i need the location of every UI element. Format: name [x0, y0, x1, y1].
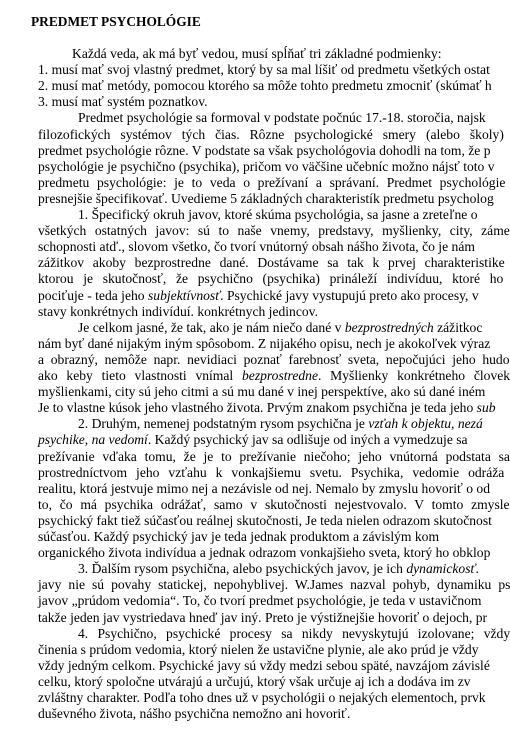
text-run: psychický fakt tiež súčasťou reálnej skutočnosti, Je teda nielen odrazom skutočnost — [38, 512, 492, 528]
text-line — [78, 561, 479, 576]
text-run: 4. Psychično, psychické procesy sa nikdy nevyskytujú izolovane; vždy — [78, 625, 510, 641]
text-line — [38, 78, 492, 93]
text-line — [38, 610, 487, 625]
text-line — [38, 577, 510, 592]
text-run: takže jeden jav vystriedava hneď jav iný. Preto je výstižnejšie hovoriť o dejoch, pr — [38, 609, 488, 625]
text-line — [78, 320, 482, 335]
text-line — [38, 127, 504, 142]
page-title: PREDMET PSYCHOLÓGIE — [31, 14, 201, 29]
text-run: . Psychické javy vystupujú preto ako procesy, v — [220, 287, 479, 303]
text-line — [38, 449, 510, 464]
italic-text: bezprostredných — [344, 319, 434, 335]
text-run: javy nie sú povahy statickej, nepohyblivej. W.James nazval pohyb, dynamiku ps — [38, 577, 510, 593]
text-run: všetkých ostatných javov: sú to naše vnemy, predstavy, myšlienky, city, záme — [38, 223, 510, 239]
text-run: presnejšie špecifikovať. Uvedieme 5 základných charakteristík predmetu psycholog — [38, 190, 494, 206]
text-line — [78, 416, 483, 431]
text-run: organického života indivídua a jednak odrazom vonkajšieho sveta, ktorý ho obklop — [38, 545, 491, 561]
text-run: Je to vlastne kúsok jeho vlastného života. Prvým znakom psychična je teda jeho — [38, 400, 477, 416]
text-line — [38, 529, 439, 544]
text-line — [38, 255, 505, 270]
text-run: pociťuje - teda jeho — [38, 287, 148, 303]
text-run: realitu, ktorá jestvuje mimo nej a nezávisle od nej. Nemalo by zmyslu hovoriť o od — [38, 480, 491, 496]
text-run: myšlienkami, city sú jeho citmi a sú mu dané v inej perspektíve, ako sú dané iném — [38, 384, 486, 400]
italic-text: sub — [476, 400, 496, 416]
text-run: zvláštny charakter. Podľa toho dnes už v psychológii o nejakých elementoch, prvk — [38, 690, 486, 705]
text-line — [38, 368, 510, 383]
italic-text: psychike, na vedomí — [38, 432, 148, 448]
text-line — [38, 336, 490, 351]
text-run: stavy konkrétnych indivíduí. konkrétnych jedincov. — [38, 303, 318, 319]
text-line — [38, 658, 490, 673]
text-run: ako keby tieto vlastnosti vnímal — [38, 368, 242, 383]
text-line — [38, 497, 510, 512]
text-line — [38, 271, 503, 286]
text-line — [38, 62, 490, 77]
text-run: prežívanie vďaka tomu, že je to prežívanie niečoho; jeho vnútorná podstata sa — [38, 448, 510, 464]
text-run: ktorou je skutočnosť, že psychično (psychika) prináleží indivíduu, ktoré ho — [38, 271, 504, 287]
text-run: 1. musí mať svoj vlastný predmet, ktorý by sa mal líšiť od predmetu všetkých ostat — [38, 62, 490, 78]
text-line — [38, 642, 479, 657]
text-line — [38, 159, 495, 174]
text-run: . — [475, 561, 479, 577]
text-run: predmetu psychológie: je to veda o prežívaní a správaní. Predmet psychológie — [38, 174, 506, 190]
text-run: Každá veda, ak má byť vedou, musí spĺňať tri základné podmienky: — [72, 46, 442, 61]
text-run: to, čo má psychika odrážať, samo v skutočnosti nejestvovalo. V tomto zmysle — [38, 496, 510, 512]
text-line — [38, 191, 494, 206]
text-line — [38, 674, 471, 689]
text-run: psychológie je psychično (psychika), pričom vo väčšine učebníc možno nájsť toto v — [38, 158, 495, 174]
text-line — [38, 400, 496, 415]
text-line — [38, 94, 208, 109]
text-run: nám byť dané nijakým iným spôsobom. Z nijakého opisu, nech je akokoľvek výraz — [38, 335, 491, 351]
text-line — [38, 690, 486, 705]
italic-text: dynamickosť — [406, 561, 476, 577]
text-line — [72, 46, 441, 61]
italic-text: subjektívnosť — [148, 287, 221, 303]
text-line — [38, 465, 504, 480]
text-line — [38, 481, 490, 496]
text-run: 3. Ďalším rysom psychična, alebo psychických javov, je ich — [78, 561, 407, 577]
text-run: filozofických systémov tých čias. Rôzne psychologické smery (alebo školy) — [38, 126, 504, 142]
text-run: javov „prúdom vedomia“. To, čo tvorí predmet psychológie, je teda v ustavičnom — [38, 593, 482, 609]
text-line — [38, 288, 479, 303]
text-line — [38, 143, 491, 158]
text-line — [78, 207, 478, 222]
text-line — [38, 223, 510, 238]
text-run: . Myšlienky konkrétneho človek — [318, 368, 510, 383]
text-run: 2. Druhým, nemenej podstatným rysom psychična je — [78, 416, 369, 432]
italic-text: bezprostredne — [241, 368, 318, 383]
italic-text: vzťah k objektu, nezá — [368, 416, 483, 432]
text-run: Predmet psychológie sa formoval v podstate počnúc 17.-18. storočia, najsk — [78, 110, 486, 126]
text-run: vždy jedným celkom. Psychické javy sú vždy medzi sebou späté, navzájom závislé — [38, 657, 490, 673]
text-line — [38, 352, 510, 367]
text-line — [38, 593, 482, 608]
text-run: 2. musí mať metódy, pomocou ktorého sa môže tohto predmetu zmocniť (skúmať h — [38, 78, 492, 94]
text-line — [78, 110, 486, 125]
text-run: duševného života, nášho psychična nemožno ani hovoriť. — [38, 706, 351, 722]
text-run: zážitkoc — [433, 319, 483, 335]
text-line — [38, 239, 475, 254]
text-run: zážitkov akoby bezprostredne dané. Dostávame sa tak k prvej charakteristike — [38, 255, 505, 271]
text-line — [38, 432, 468, 447]
text-line — [38, 513, 492, 528]
text-run: schopnosti atď., slovom všetko, čo tvorí vnútorný obsah nášho života, čo je nám — [38, 239, 475, 255]
text-run: . Každý psychický jav sa odlišuje od iných a vymedzuje sa — [147, 432, 468, 448]
text-run: predmet psychológie rôzne. V podstate sa však psychológovia dohodli na tom, že p — [38, 142, 491, 158]
text-line — [78, 626, 510, 641]
text-run: 3. musí mať systém poznatkov. — [38, 94, 208, 110]
text-run: celku, ktorý spoločne utvárajú a určujú, ktorý však určuje aj ich a dodáva im zv — [38, 673, 471, 689]
text-run: a obrazný, nemôže napr. nevidiaci poznať farebnosť sveta, nepočujúci jeho hudo — [38, 351, 510, 367]
text-line — [38, 304, 318, 319]
text-run: Je celkom jasné, že tak, ako je nám niečo dané v — [78, 319, 345, 335]
text-line — [38, 545, 490, 560]
text-line — [38, 706, 350, 721]
text-run: 1. Špecifický okruh javov, ktoré skúma psychológia, sa jasne a zreteľne o — [78, 207, 478, 222]
text-run: súčasťou. Každý psychický jav je teda jednak produktom a závislým kom — [38, 529, 440, 544]
text-run: prostredníctvom jeho vzťahu k vonkajšiemu svetu. Psychika, vedomie odráža — [38, 464, 505, 480]
text-line — [38, 384, 485, 399]
text-line — [38, 175, 505, 190]
text-run: činenia s prúdom vedomia, ktorý nielen že ustavične plynie, ale ako prúd je vždy — [38, 641, 479, 657]
